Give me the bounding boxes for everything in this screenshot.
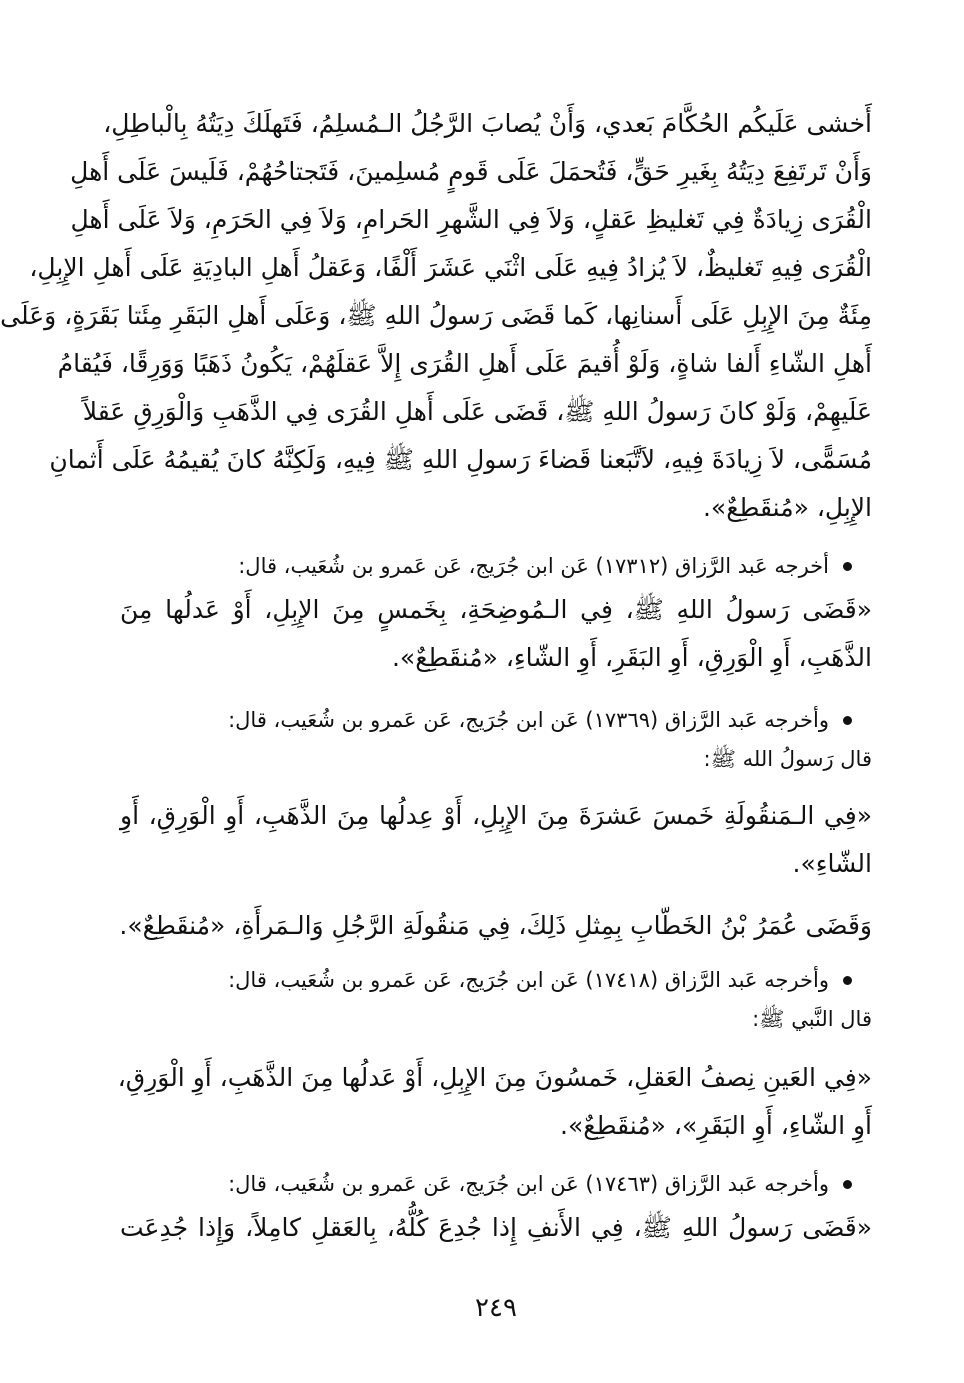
main-line: مُسَمًّى، لاَ زِيادَةَ فِيهِ، لاَتَّبَعنا قَضاءَ رَسولِ اللهِ ﷺ فِيهِ، وَلَكِنَّهُ كانَ يُقيمُهُ عَلَى أَثمانِ <box>49 445 872 474</box>
main-line: الْقُرَى زِيادَةٌ فِي تَغليظِ عَقلٍ، وَلاَ فِي الشَّهرِ الحَرامِ، وَلاَ فِي الحَرَمِ، وَلاَ عَلَى أَهلِ <box>70 205 872 234</box>
hadith-entry-1 <box>120 546 872 682</box>
entry-sub: قال النَّبي ﷺ: <box>752 1007 872 1031</box>
bullet-icon <box>843 976 852 985</box>
quote-line: الذَّهَبِ، أَوِ الْوَرِقِ، أَوِ البَقَرِ، أَوِ الشّاءِ، «مُنقَطِعٌ». <box>391 643 872 672</box>
entry-quote <box>117 1054 872 1150</box>
bullet-item <box>120 546 872 586</box>
entry-intro: وأخرجه عَبد الرَّزاق (١٧٣٦٩) عَن ابن جُرَيج، عَن عَمرو بن شُعَيب، قال: <box>228 708 829 732</box>
page-number: ٢٤٩ <box>475 1293 517 1323</box>
entry-quote <box>120 586 872 682</box>
bullet-item <box>120 960 872 1000</box>
main-line: الْقُرَى فِيهِ تَغليظٌ، لاَ يُزادُ فِيهِ عَلَى اثْنَي عَشَرَ أَلْفًا، وَعَقلُ أَهلِ البادِيَةِ عَلَى أَهلِ الإِبِلِ، <box>29 253 872 282</box>
bullet-item <box>120 700 872 740</box>
main-line: الإِبِلِ، «مُنقَطِعٌ». <box>702 493 872 522</box>
hadith-entry-3 <box>117 960 872 1150</box>
main-line: مِئَةٌ مِنَ الإِبِلِ عَلَى أَسنانِها، كَما قَضَى رَسولُ اللهِ ﷺ، وَعَلَى أَهلِ البَقَرِ مِئَتا بَقَرَةٍ، وَعَلَى <box>0 301 872 330</box>
hadith-entry-4 <box>120 1164 872 1252</box>
hadith-entry-2 <box>120 700 872 950</box>
entry-intro: أخرجه عَبد الرَّزاق (١٧٣١٢) عَن ابن جُرَيج، عَن عَمرو بن شُعَيب، قال: <box>238 554 829 578</box>
main-paragraph <box>0 100 872 532</box>
quote-line: «فِي العَينِ نِصفُ العَقلِ، خَمسُونَ مِنَ الإِبِلِ، أَوْ عَدلُها مِنَ الذَّهَبِ، أَوِ الْوَرِقِ، <box>117 1063 872 1092</box>
quote-line: «قَضَى رَسولُ اللهِ ﷺ، فِي الأَنفِ إِذا جُدِعَ كُلُّهُ، بِالعَقلِ كامِلاً، وَإِذا جُدِعَت <box>120 1213 872 1242</box>
entry-intro: وأخرجه عَبد الرَّزاق (١٧٤١٨) عَن ابن جُرَيج، عَن عَمرو بن شُعَيب، قال: <box>228 968 829 992</box>
main-line: أَخشى عَلَيكُم الحُكَّامَ بَعدي، وَأَنْ يُصابَ الرَّجُلُ الـمُسلِمُ، فَتَهلَكَ دِيَتُهُ بِالْباطِلِ، <box>103 109 872 138</box>
quote-line: الشّاءِ». <box>792 849 872 878</box>
main-line: وَأَنْ تَرتَفِعَ دِيَتُهُ بِغَيرِ حَقٍّ، فَتُحمَلَ عَلَى قَومٍ مُسلِمينَ، فَتَجتاحُهُمْ، فَلَيسَ عَلَى أَهلِ <box>70 157 872 186</box>
entry-quote <box>120 1204 872 1252</box>
main-line: عَلَيهِمْ، وَلَوْ كانَ رَسولُ اللهِ ﷺ، قَضَى عَلَى أَهلِ القُرَى فِي الذَّهَبِ وَالْوَرِقِ عَقلاً <box>82 397 872 426</box>
entry-extra <box>120 902 872 950</box>
entry-quote <box>120 792 872 888</box>
quote-line: «قَضَى رَسولُ اللهِ ﷺ، فِي الـمُوضِحَةِ، بِخَمسٍ مِنَ الإِبِلِ، أَوْ عَدلُها مِنَ <box>120 595 872 624</box>
entry-intro: وأخرجه عَبد الرَّزاق (١٧٤٦٣) عَن ابن جُرَيج، عَن عَمرو بن شُعَيب، قال: <box>228 1172 829 1196</box>
quote-line: «فِي الـمَنقُولَةِ خَمسَ عَشرَةَ مِنَ الإِبِلِ، أَوْ عِدلُها مِنَ الذَّهَبِ، أَوِ الْوَرِقِ، أَوِ <box>120 801 872 830</box>
bullet-icon <box>843 716 852 725</box>
main-line: أَهلِ الشّاءِ أَلفا شاةٍ، وَلَوْ أُقيمَ عَلَى أَهلِ القُرَى إِلاَّ عَقلَهُمْ، يَكُونُ ذَهَبًا وَوَرِقًا، فَيُقامُ <box>57 349 872 378</box>
quote-line: أَوِ الشّاءِ، أَوِ البَقَرِ»، «مُنقَطِعٌ». <box>560 1111 872 1140</box>
entry-sub: قال رَسولُ الله ﷺ: <box>703 747 872 771</box>
bullet-icon <box>843 562 852 571</box>
quote-line: وَقَضَى عُمَرُ بْنُ الخَطّابِ بِمِثلِ ذَلِكَ، فِي مَنقُولَةِ الرَّجُلِ وَالـمَرأَةِ، «مُنقَطِعٌ». <box>119 911 872 940</box>
bullet-item <box>120 1164 872 1204</box>
bullet-icon <box>843 1180 852 1189</box>
